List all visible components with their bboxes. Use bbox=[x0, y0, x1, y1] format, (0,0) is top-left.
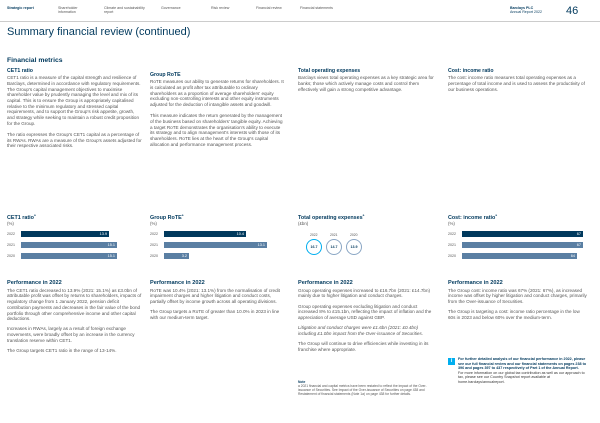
opex-chart-title: Total operating expenses$^a$ bbox=[298, 213, 365, 221]
cet1-definition bbox=[7, 69, 142, 155]
page-number: 46 bbox=[566, 5, 579, 17]
rote-performance-p1: RoTE was 10.4% (2021: 13.1%) from the normalisation of credit impairment charges and higher litigation and conduct costs, partially offset by income growth across all operating divisions. bbox=[150, 287, 280, 305]
donut-value-label: 14.7 bbox=[330, 244, 338, 249]
bar-value-label: 13.1 bbox=[257, 243, 265, 247]
rote-bar-chart bbox=[150, 231, 290, 265]
cet1-performance-heading: Performance in 2022 bbox=[7, 280, 62, 286]
rote-definition bbox=[150, 73, 284, 153]
bar-year-label: 2020 bbox=[7, 254, 15, 258]
rote-bar-row-2022 bbox=[150, 231, 290, 237]
rote-bar-row-2021 bbox=[150, 242, 290, 248]
opex-performance-heading: Performance in 2022 bbox=[298, 280, 353, 286]
nav-tab-financial-review[interactable]: Financial review bbox=[256, 6, 282, 10]
info-icon: i bbox=[448, 358, 455, 365]
cet1-heading: CET1 ratio bbox=[7, 68, 33, 74]
cet1-performance-p2: Increases in RWAs, largely as a result of foreign exchange movements, were broadly offset by an increase in the currency translation reserve within CET1. bbox=[7, 326, 135, 343]
ci-chart-title: Cost: income ratio$^a$ bbox=[448, 213, 497, 221]
footnote-marker: a bbox=[33, 213, 36, 217]
bar-year-label: 2020 bbox=[150, 254, 158, 258]
opex-donut-2020 bbox=[346, 239, 362, 255]
cet1-performance-p3: The Group targets CET1 ratio in the range of 13-14%. bbox=[7, 348, 117, 354]
nav-tab-financial-statements[interactable]: Financial statements bbox=[300, 6, 333, 10]
opex-performance-p4: The Group will continue to drive efficiencies while investing in its franchise where appropriate. bbox=[298, 341, 429, 352]
bar-value-label: 15.1 bbox=[107, 243, 115, 247]
bar-value-label: 15.1 bbox=[107, 254, 115, 258]
cet1-chart-unit: (%) bbox=[7, 221, 14, 226]
nav-tab-climate-sustainability[interactable]: Climate and sustainability report bbox=[104, 6, 145, 15]
opex-heading: Total operating expenses bbox=[298, 68, 361, 74]
rote-performance-p2: The Group targets a RoTE of greater than 10.0% in 2023 in line with our medium-term target. bbox=[150, 309, 280, 321]
rote-performance-heading: Performance in 2022 bbox=[150, 280, 205, 286]
ci-performance-p1: The Group cost: income ratio was 67% (2021: 67%), as increased income was offset by higher litigation and conduct charges, primarily from the Over-issuance of Securities. bbox=[448, 287, 587, 305]
ci-performance-heading: Performance in 2022 bbox=[448, 280, 503, 286]
bar-value-label: 67 bbox=[576, 232, 581, 236]
bar-year-label: 2021 bbox=[7, 243, 15, 247]
brand-name: Barclays PLC bbox=[510, 6, 534, 10]
bar-year-label: 2021 bbox=[448, 243, 456, 247]
bar-value-label: 64 bbox=[570, 254, 575, 258]
ci-performance-p2: The Group is targeting a cost: income ratio percentage in the low 60s in 2023 and below 60% over the medium-term. bbox=[448, 309, 580, 321]
rote-heading: Group RoTE bbox=[150, 72, 181, 78]
opex-performance-p1: Group operating expenses increased to £16.7bn (2021: £14.7bn) mainly due to higher litigation and conduct charges. bbox=[298, 287, 431, 299]
opex-paragraph-1: Barclays views total operating expenses as a key strategic area for banks; those which actively manage costs and control them effectively will gain a strong competitive advantage. bbox=[298, 75, 434, 92]
footnote-marker: a bbox=[495, 213, 497, 217]
donut-value-label: 13.9 bbox=[350, 244, 358, 249]
footnote-marker: a bbox=[362, 213, 365, 217]
ci-bar-row-2022 bbox=[448, 231, 588, 237]
opex-definition bbox=[298, 69, 435, 98]
cet1-bar-chart bbox=[7, 231, 135, 265]
footnote bbox=[298, 380, 434, 396]
brand-block bbox=[510, 6, 542, 14]
footnote-heading: Note bbox=[298, 380, 306, 384]
bar-year-label: 2020 bbox=[448, 254, 456, 258]
donut-year-label: 2021 bbox=[330, 233, 338, 237]
brand-document: Annual Report 2022 bbox=[510, 10, 542, 15]
reference-paragraph-2[interactable]: For more information on our global tax contribution as well as our approach to tax, please see our Country Snapshot report available at home.barclays/annualreport. bbox=[458, 370, 585, 384]
opex-performance bbox=[298, 281, 435, 357]
donut-value-label: 16.7 bbox=[310, 244, 318, 249]
bar-year-label: 2022 bbox=[7, 232, 15, 236]
rote-chart-unit: (%) bbox=[150, 221, 157, 226]
ci-bar-row-2020 bbox=[448, 253, 588, 259]
ci-chart-unit: (%) bbox=[448, 221, 455, 226]
ci-bar-row-2021 bbox=[448, 242, 588, 248]
nav-tab-risk-review[interactable]: Risk review bbox=[211, 6, 230, 10]
rote-chart-title: Group RoTE$^a$ bbox=[150, 213, 184, 221]
bar-value-label: 13.9 bbox=[99, 232, 107, 236]
further-information-box bbox=[448, 357, 588, 384]
section-heading: Financial metrics bbox=[7, 57, 63, 64]
ci-bar-chart bbox=[448, 231, 588, 265]
opex-performance-p3: Litigation and conduct charges were £1.6bn (2021: £0.4bn) including £1.0bn impact from the Over-issuance of Securities. bbox=[298, 325, 424, 336]
bar-value-label: 3.2 bbox=[181, 254, 187, 258]
ci-paragraph-1: The cost: income ratio measures total operating expenses as a percentage of total income and is used to assess the productivity of our business operations. bbox=[448, 75, 585, 92]
cet1-paragraph-1: CET1 ratio is a measure of the capital strength and resilience of Barclays, determined in accordance with regulatory requirements. The Group's capital management objectives to maximise shareholder value by prudently managing the level and mix of its capital. This is to ensure the Group is appropriately capitalised relative to the minimum regulatory and stressed capital requirements, and to support the Group's risk appetite, growth, and strategy while seeking to maintain a robust credit proposition for the Group. bbox=[7, 75, 141, 126]
ci-definition bbox=[448, 69, 588, 98]
cet1-performance bbox=[7, 281, 142, 358]
page-title: Summary financial review (continued) bbox=[7, 26, 191, 38]
cet1-performance-p1: The CET1 ratio decreased to 13.9% (2021: 15.1%) as £3.0bn of attributable profit was offset by returns to shareholders, impacts of regulatory change from 1 January 2022, pension deficit contribution payments and decreases in the fair value of the bond portfolio through other comprehensive income and other capital deductions. bbox=[7, 287, 142, 322]
opex-chart-unit: (£bn) bbox=[298, 221, 309, 226]
cet1-bar-row-2021 bbox=[7, 242, 135, 248]
ci-performance bbox=[448, 281, 588, 325]
opex-donut-2022 bbox=[306, 239, 322, 255]
cet1-bar-row-2020 bbox=[7, 253, 135, 259]
bar-year-label: 2021 bbox=[150, 243, 158, 247]
rote-performance bbox=[150, 281, 284, 325]
top-navigation bbox=[0, 0, 600, 22]
footnote-marker: a bbox=[181, 213, 184, 217]
bar-value-label: 10.4 bbox=[236, 232, 244, 236]
opex-donut-chart bbox=[298, 231, 438, 265]
rote-paragraph-2: This measure indicates the return generated by the management of the business based on shareholders' tangible equity. Achieving a target RoTE demonstrates the organisation's ability to execute its strategy and to align management's interests with those of its shareholders. RoTE lies at the heart of the Group's capital allocation and performance management process. bbox=[150, 113, 283, 147]
nav-tab-shareholder-information[interactable]: Shareholder information bbox=[58, 6, 78, 15]
footnote-text: a 2021 financial and capital metrics have been restated to reflect the impact of the Over-issuance of Securities. See Impact of the Over-issuance of Securities on page 438 and Restatement of financial statements (Note 1a) on page 438 for further details. bbox=[298, 384, 427, 396]
cet1-bar-row-2022 bbox=[7, 231, 135, 237]
reference-paragraph-1[interactable]: For further detailed analysis of our financial performance in 2022, please see our full financial review and our financial statements on pages 238 to 396 and pages 397 to 437 respectively of Part 1 of the Annual Report. bbox=[458, 357, 587, 370]
donut-year-label: 2020 bbox=[350, 233, 358, 237]
nav-tab-governance[interactable]: Governance bbox=[161, 6, 181, 10]
bar-value-label: 67 bbox=[576, 243, 581, 247]
cet1-chart-title: CET1 ratio$^a$ bbox=[7, 213, 36, 221]
rote-bar-row-2020 bbox=[150, 253, 290, 259]
opex-donut-2021 bbox=[326, 239, 342, 255]
opex-performance-p2: Group operating expenses excluding litigation and conduct increased 8% to £15.1bn, reflecting the impact of inflation and the appreciation of average USD against GBP. bbox=[298, 303, 432, 321]
cet1-paragraph-2: The ratio expresses the Group's CET1 capital as a percentage of its RWAs. RWAs are a measure of the Group's assets adjusted for their respective associated risks. bbox=[7, 132, 142, 149]
nav-tab-strategic-report[interactable]: Strategic report bbox=[7, 6, 34, 10]
ci-heading: Cost: income ratio bbox=[448, 68, 494, 74]
bar-year-label: 2022 bbox=[150, 232, 158, 236]
rote-paragraph-1: RoTE measures our ability to generate returns for shareholders. It is calculated as profit after tax attributable to ordinary shareholders as a proportion of average shareholders' equity excluding non-controlling interests and other equity instruments adjusted for the deduction of intangible assets and goodwill. bbox=[150, 79, 284, 108]
donut-year-label: 2022 bbox=[310, 233, 318, 237]
bar-year-label: 2022 bbox=[448, 232, 456, 236]
